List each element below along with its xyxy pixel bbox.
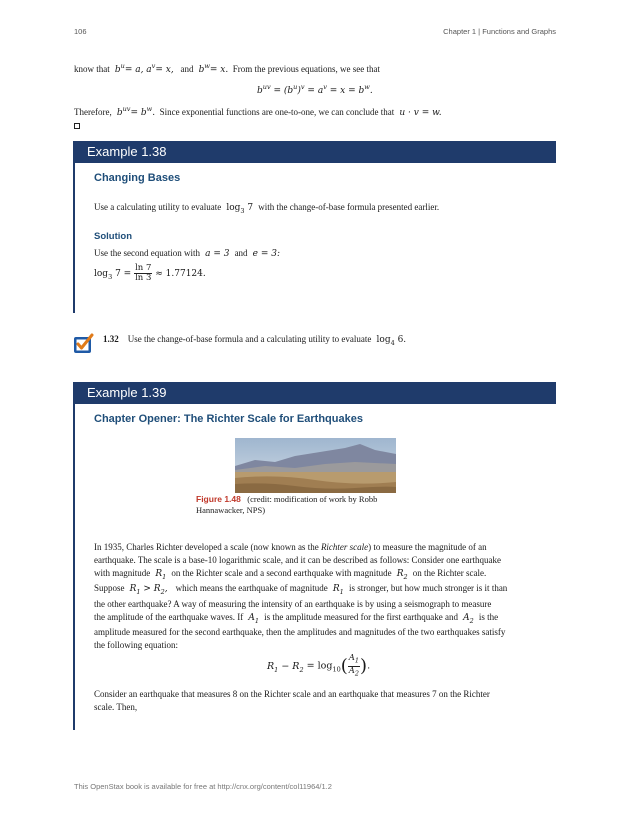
solution-text: Use the second equation with [94, 248, 200, 258]
math-e-3: e = 3: [249, 249, 281, 259]
richter-text-4a: Suppose [94, 583, 125, 593]
richter-landscape-photo [235, 438, 396, 493]
richter-line-8: the following equation: [94, 640, 178, 650]
intro-line-1 [74, 60, 380, 77]
qed-box [74, 123, 80, 129]
intro-and: and [180, 64, 194, 74]
richter-text-6a: the amplitude of the earthquake waves. If [94, 612, 244, 622]
math-log3-7: $\log_3 7$ [223, 203, 256, 215]
figure-label: Figure 1.48 [196, 494, 241, 504]
exercise-132 [103, 333, 406, 350]
prompt-text-end: with the change-of-base formula presented earlier. [258, 202, 440, 212]
formula-result: ≈ 1.77124. [155, 269, 206, 279]
equation-lhs: $R_1 - R_2$ [267, 660, 304, 674]
checkpoint-icon [73, 333, 95, 355]
math-R2: $R_2$ [393, 569, 408, 581]
richter-text-4b: which means the earthquake of magnitude [175, 583, 328, 593]
example-138-prompt [94, 201, 439, 218]
math-A2: $A_2$ [460, 613, 474, 625]
richter-line-7: amplitude measured for the second earthquake, then the amplitudes and magnitudes of the two earthquakes satisfy [94, 627, 506, 637]
intro-since: Since exponential functions are one-to-one, we can conclude that [159, 107, 395, 117]
example-138-bar: Example 1.38 [73, 141, 556, 163]
richter-equation: $R_1 - R_2 = \log_{10}$( $\frac{A_1}{A_2}$ ). [267, 653, 371, 678]
richter-line-5: the other earthquake? A way of measuring the intensity of an earthquake is by using a seismograph to measure [94, 599, 492, 609]
math-b-u: $b^u= a$, $a^v= x$, [112, 62, 174, 75]
math-a-3: a = 3 [202, 249, 233, 259]
exercise-text: Use the change-of-base formula and a calculating utility to evaluate [127, 334, 372, 344]
math-R1-gt-R2: $R_1 > R_2$, [126, 584, 174, 596]
richter-text-1b: ) to measure the magnitude of an [368, 542, 487, 552]
fraction-ln7-ln3: $\frac{\ln 7}{\ln 3}$ [135, 263, 152, 283]
intro-know-that: know that [74, 64, 110, 74]
richter-text-3a: with magnitude [94, 568, 151, 578]
chapter-title: Chapter 1 | Functions and Graphs [443, 27, 556, 36]
example-139-title: Chapter Opener: The Richter Scale for Earthquakes [94, 413, 363, 425]
intro-from-previous: From the previous equations, we see that [232, 64, 380, 74]
richter-para-2-line-2: scale. Then, [94, 702, 138, 712]
math-A1: $A_1$ [245, 613, 259, 625]
math-buv-bw: $b^{uv}= b^w$. [113, 105, 156, 118]
richter-para-2-line-1: Consider an earthquake that measures 8 on the Richter scale and an earthquake that measures 7 on the Richter [94, 689, 490, 699]
richter-text-6b: is the amplitude measured for the first earthquake and [264, 612, 459, 622]
prompt-text-start: Use a calculating utility to evaluate [94, 202, 222, 212]
fraction-A1-A2: $\frac{A_1}{A_2}$ [348, 653, 360, 678]
richter-text-3b: on the Richter scale and a second earthquake with magnitude [171, 568, 392, 578]
richter-line-2: earthquake. The scale is a base-10 logarithmic scale, and it can be described as follows: Consider one earthquake [94, 555, 501, 565]
solution-and: and [234, 248, 248, 258]
figure-credit-2: Hannawacker, NPS) [196, 504, 266, 515]
math-R1: $R_1$ [152, 569, 167, 581]
richter-line-1 [94, 541, 487, 554]
solution-heading: Solution [94, 231, 132, 242]
richter-text-3c: on the Richter scale. [412, 568, 487, 578]
exercise-number: 1.32 [103, 334, 119, 344]
example-138-title: Changing Bases [94, 172, 181, 184]
example-138-rule [73, 163, 75, 313]
solution-line [94, 247, 280, 261]
figure-caption [196, 494, 426, 515]
richter-line-4 [94, 582, 507, 599]
richter-text-1a: In 1935, Charles Richter developed a scale (now known as the [94, 542, 321, 552]
math-log4-6: $\log_4 6$. [373, 335, 407, 347]
display-equation-buv: $b^{uv} = (b^u)^v = a^v = x = b^w$. [257, 83, 373, 96]
solution-formula [94, 264, 206, 284]
math-uv-w: u · v = w. [396, 108, 442, 118]
richter-scale-term: Richter scale [320, 542, 369, 552]
example-139-rule [73, 404, 75, 730]
formula-lhs: $\log_3 7$ = [94, 269, 135, 281]
intro-therefore: Therefore, [74, 107, 112, 117]
figure-credit-1: (credit: modification of work by Robb [247, 494, 378, 504]
math-R1-b: $R_1$ [330, 584, 344, 596]
page-number: 106 [74, 27, 87, 36]
example-139-bar: Example 1.39 [73, 382, 556, 404]
intro-line-2 [74, 103, 442, 120]
math-b-w: $b^w= x$. [195, 62, 229, 75]
richter-text-6c: is the [478, 612, 499, 622]
footer-text: This OpenStax book is available for free at http://cnx.org/content/col11964/1.2 [74, 782, 332, 791]
richter-text-4c: is stronger, but how much stronger is it than [348, 583, 508, 593]
